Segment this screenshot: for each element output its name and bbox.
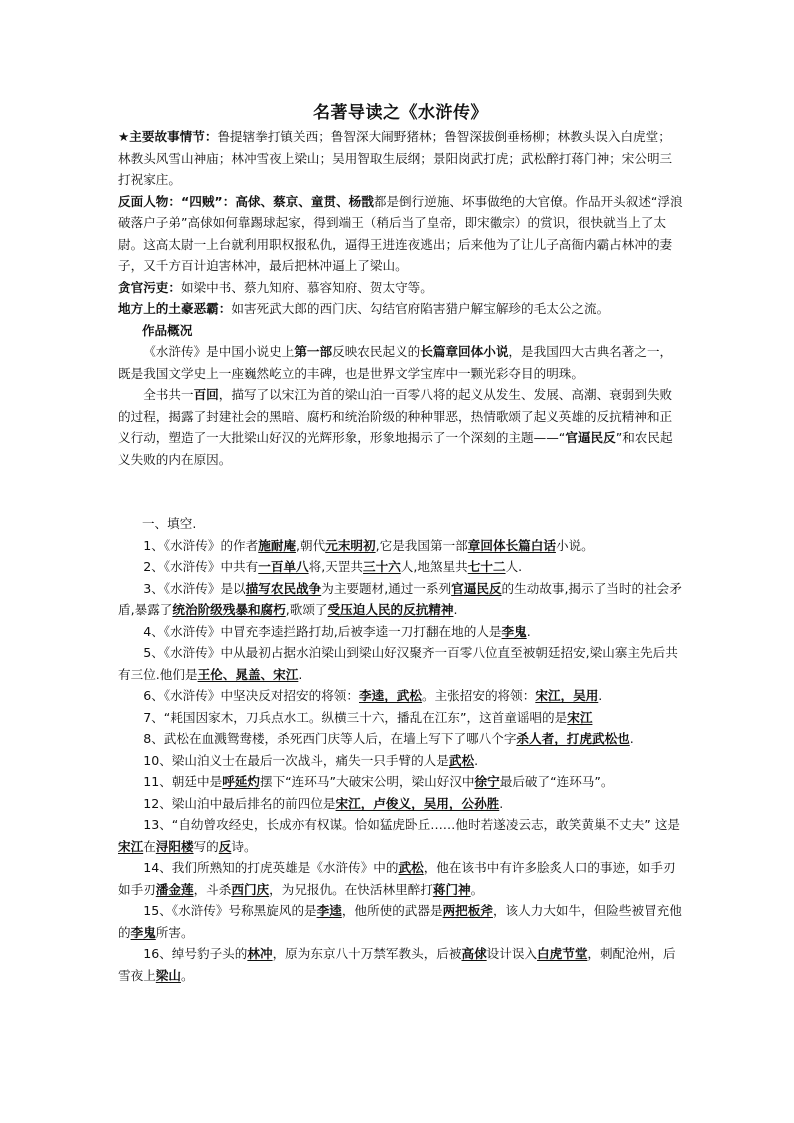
question-text: . xyxy=(499,795,504,811)
question-text: 1、《水浒传》的作者 xyxy=(143,537,259,553)
overview-emphasis: 第一部 xyxy=(294,344,333,359)
answer-blank: 杀人者，打虎武松也 xyxy=(516,731,630,746)
question-text: 6、《水浒传》中坚决反对招安的将领： xyxy=(143,688,359,703)
question-text: ,歌颂了 xyxy=(285,602,328,617)
question-text: 13、“自幼曾攻经史，长成亦有权谋。恰如猛虎卧丘……他时若遂凌云志，敢笑黄巢不丈夫” 这是 xyxy=(143,817,681,832)
question-text: 。主张招安的将领： xyxy=(421,688,536,703)
answer-blank: 西门庆 xyxy=(231,881,270,897)
villains-paragraph xyxy=(118,191,683,277)
document-page xyxy=(118,98,683,986)
question-16 xyxy=(118,943,683,986)
tyrants-text: 如害死武大郎的西门庆、勾结官府陷害猎户解宝解珍的毛太公之流。 xyxy=(231,301,610,316)
question-text: 最后破了“连环马”。 xyxy=(499,774,614,789)
question-text: ,它是我国第一部 xyxy=(375,537,468,553)
answer-blank: 元末明初 xyxy=(325,537,376,553)
question-text: 10、梁山泊义士在最后一次战斗，痛失一只手臂的人是 xyxy=(143,752,449,768)
question-6 xyxy=(118,685,683,707)
answer-blank: 王伦、晁盖、宋江 xyxy=(197,666,299,682)
overview-text: ”和农民起义失败的内在原因。 xyxy=(118,430,673,467)
answer-blank: 高俅 xyxy=(461,946,487,961)
villains-text: 都是倒行逆施、坏事做绝的大官僚。作品开头叙述“浮浪破落户子弟”高俅如何靠踢球起家，得到端王（稍后当了皇帝，即宋徽宗）的赏识，很快就当上了太尉。这高太尉一上台就利用职权报私仇，逼得王进连夜逃出；后来他为了让儿子高衙内霸占林冲的妻子，又千方百计迫害林冲，最后把林冲逼上了梁山。 xyxy=(118,193,683,273)
question-text: 16、绰号豹子头的 xyxy=(143,946,248,961)
answer-blank: 宋江，吴用 xyxy=(535,688,599,703)
question-14 xyxy=(118,857,683,900)
question-text: 人. xyxy=(505,559,523,574)
overview-emphasis: 百回 xyxy=(193,387,219,402)
tyrants-label: 地方上的土豪恶霸： xyxy=(118,301,232,316)
overview-text: ，描写了以宋江为首的梁山泊一百零八将的起义从发生、发展、高潮、衰弱到失败的过程，揭露了封建社会的黑暗、腐朽和统治阶级的种种罪恶，热情歌颂了起义英雄的反抗精神和正义行动，塑造了一大批梁山好汉的光辉形象，形象地揭示了一个深刻的主题——“ xyxy=(118,387,673,445)
question-text: ,朝代 xyxy=(296,537,326,553)
question-13 xyxy=(118,814,683,857)
answer-blank: 受压迫人民的反抗精神 xyxy=(327,602,454,617)
answer-blank: 反 xyxy=(218,838,232,854)
answer-blank: 李逵，武松 xyxy=(359,688,422,703)
answer-blank: 宋江 xyxy=(118,838,144,854)
four-thieves-names: 高俅、蔡京、童贯、杨戬 xyxy=(235,193,374,209)
overview-paragraph-1 xyxy=(118,341,683,384)
answer-blank: 章回体长篇白话 xyxy=(467,537,556,553)
page-title: 名著导读之《水浒传》 xyxy=(313,103,488,123)
answer-blank: 蒋门神 xyxy=(432,881,471,897)
question-text: 诗。 xyxy=(231,838,257,854)
question-text: 4、《水浒传》中冒充李逵拦路打劫,后被李逵一刀打翻在地的人是 xyxy=(143,623,502,639)
question-text: . xyxy=(526,623,531,639)
overview-paragraph-2 xyxy=(118,384,683,470)
overview-emphasis: 长篇章回体小说 xyxy=(420,344,509,359)
fill-blank-list xyxy=(118,535,683,987)
answer-blank: 呼延灼 xyxy=(222,774,260,789)
question-3 xyxy=(118,578,683,621)
plot-paragraph xyxy=(118,126,683,191)
question-12 xyxy=(118,793,683,815)
question-8 xyxy=(118,728,683,750)
question-text: . xyxy=(629,731,634,746)
question-11 xyxy=(118,771,683,793)
question-text: ，他所使的武器是 xyxy=(341,903,443,918)
question-text: 写的 xyxy=(193,838,219,854)
answer-blank: 描写农民战争 xyxy=(245,580,322,596)
question-text: 所害。 xyxy=(155,924,194,940)
question-text: ，该人力大如牛，但险些被冒充他的 xyxy=(118,903,682,940)
question-text: 在 xyxy=(143,838,156,854)
question-text: ，原为东京八十万禁军教头，后被 xyxy=(272,946,462,961)
answer-blank: 统治阶级残暴和腐朽 xyxy=(172,602,286,617)
question-text: 人,地煞星共 xyxy=(400,559,468,574)
question-text: 2、《水浒传》中共有 xyxy=(143,559,259,574)
answer-blank: 宋江 xyxy=(567,709,593,725)
answer-blank: 林冲 xyxy=(247,946,273,961)
question-text: 小说。 xyxy=(555,537,594,553)
answer-blank: 七十二 xyxy=(467,559,506,574)
answer-blank: 李逵 xyxy=(316,903,342,918)
question-text: ，斗杀 xyxy=(193,881,232,897)
answer-blank: 武松 xyxy=(448,752,475,768)
answer-blank: 白虎节堂 xyxy=(537,946,588,961)
section-gap xyxy=(118,470,683,513)
question-text: . xyxy=(474,752,479,768)
overview-text: 《水浒传》是中国小说史上 xyxy=(143,344,295,359)
answer-blank: 三十六 xyxy=(363,559,401,574)
question-text: 将,天罡共 xyxy=(308,559,364,574)
overview-text: ，是我国四大古典名著之一，既是我国文学史上一座巍然屹立的丰碑，也是世界文学宝库中一颗光彩夺目的明珠。 xyxy=(118,344,673,381)
answer-blank: 李鬼 xyxy=(130,924,156,940)
answer-blank: 梁山 xyxy=(155,967,181,983)
four-thieves-label: “四贼”： xyxy=(180,193,236,209)
question-text: 7、“耗国因家木，刀兵点水工。纵横三十六，播乱在江东”，这首童谣唱的是 xyxy=(143,709,568,725)
answer-blank: 官逼民反 xyxy=(451,580,502,596)
answer-blank: 徐宁 xyxy=(474,774,500,789)
question-10 xyxy=(118,750,683,772)
fill-blank-heading: 一、填空. xyxy=(141,516,197,531)
overview-text: 全书共一 xyxy=(143,387,194,402)
question-7 xyxy=(118,707,683,729)
question-text: ，刺配沧州，后雪夜上 xyxy=(118,946,676,983)
question-text: . xyxy=(453,602,458,617)
question-2 xyxy=(118,556,683,578)
officials-paragraph xyxy=(118,277,683,299)
question-5 xyxy=(118,642,683,685)
question-15 xyxy=(118,900,683,943)
question-text: 摆下“连环马”大破宋公明，梁山好汉中 xyxy=(259,774,475,789)
plot-text: 鲁提辖拳打镇关西；鲁智深大闹野猪林；鲁智深拔倒垂杨柳；林教头误入白虎堂；林教头风雪山神庙；林冲雪夜上梁山；吴用智取生辰纲；景阳岗武打虎；武松醉打蒋门神；宋公明三打祝家庄。 xyxy=(118,129,673,187)
answer-blank: 施耐庵 xyxy=(258,537,297,553)
plot-label: ★主要故事情节： xyxy=(118,129,218,144)
question-text: 12、梁山泊中最后排名的前四位是 xyxy=(143,795,336,811)
overview-emphasis: 官逼民反 xyxy=(565,430,616,445)
answer-blank: 武松 xyxy=(398,860,424,875)
question-text: 14、我们所熟知的打虎英雄是《水浒传》中的 xyxy=(143,860,399,875)
question-4 xyxy=(118,621,683,643)
answer-blank: 李鬼 xyxy=(501,623,527,639)
question-text: 为主要题材,通过一系列 xyxy=(321,580,452,596)
answer-blank: 两把板斧 xyxy=(442,903,493,918)
question-text: ，他在该书中有许多脍炙人口的事迹，如手刃如手刃 xyxy=(118,860,676,897)
question-text: 3、《水浒传》是以 xyxy=(143,580,246,596)
overview-text: 反映农民起义的 xyxy=(332,344,421,359)
question-text: 8、武松在血溅鸳鸯楼，杀死西门庆等人后，在墙上写下了哪八个字 xyxy=(143,731,517,746)
question-text: 设计误入 xyxy=(486,946,538,961)
question-text: 。 xyxy=(180,967,194,983)
tyrants-paragraph xyxy=(118,298,683,320)
answer-blank: 一百单八 xyxy=(258,559,309,574)
question-text: 5、《水浒传》中从最初占据水泊梁山到梁山好汉聚齐一百零八位直至被朝廷招安,梁山寨主先后共有三位.他们是 xyxy=(118,645,678,682)
question-text: . xyxy=(598,688,603,703)
question-1 xyxy=(118,535,683,557)
question-text: . xyxy=(298,666,303,682)
officials-text: 如梁中书、蔡九知府、慕容知府、贺太守等。 xyxy=(180,279,433,295)
answer-blank: 潘金莲 xyxy=(155,881,194,897)
villains-label: 反面人物： xyxy=(118,193,181,209)
question-text: ，为兄报仇。在快活林里醉打 xyxy=(269,881,433,897)
question-text: 的生动故事,揭示了当时的社会矛盾,暴露了 xyxy=(118,580,682,617)
question-text: 。 xyxy=(470,881,484,897)
answer-blank: 浔阳楼 xyxy=(155,838,194,854)
answer-blank: 宋江，卢俊义，吴用，公孙胜 xyxy=(335,795,500,811)
question-text: 11、朝廷中是 xyxy=(143,774,223,789)
officials-label: 贪官污吏： xyxy=(118,279,181,295)
overview-heading: 作品概况 xyxy=(141,322,193,338)
question-text: 15、《水浒传》号称黑旋风的是 xyxy=(143,903,317,918)
